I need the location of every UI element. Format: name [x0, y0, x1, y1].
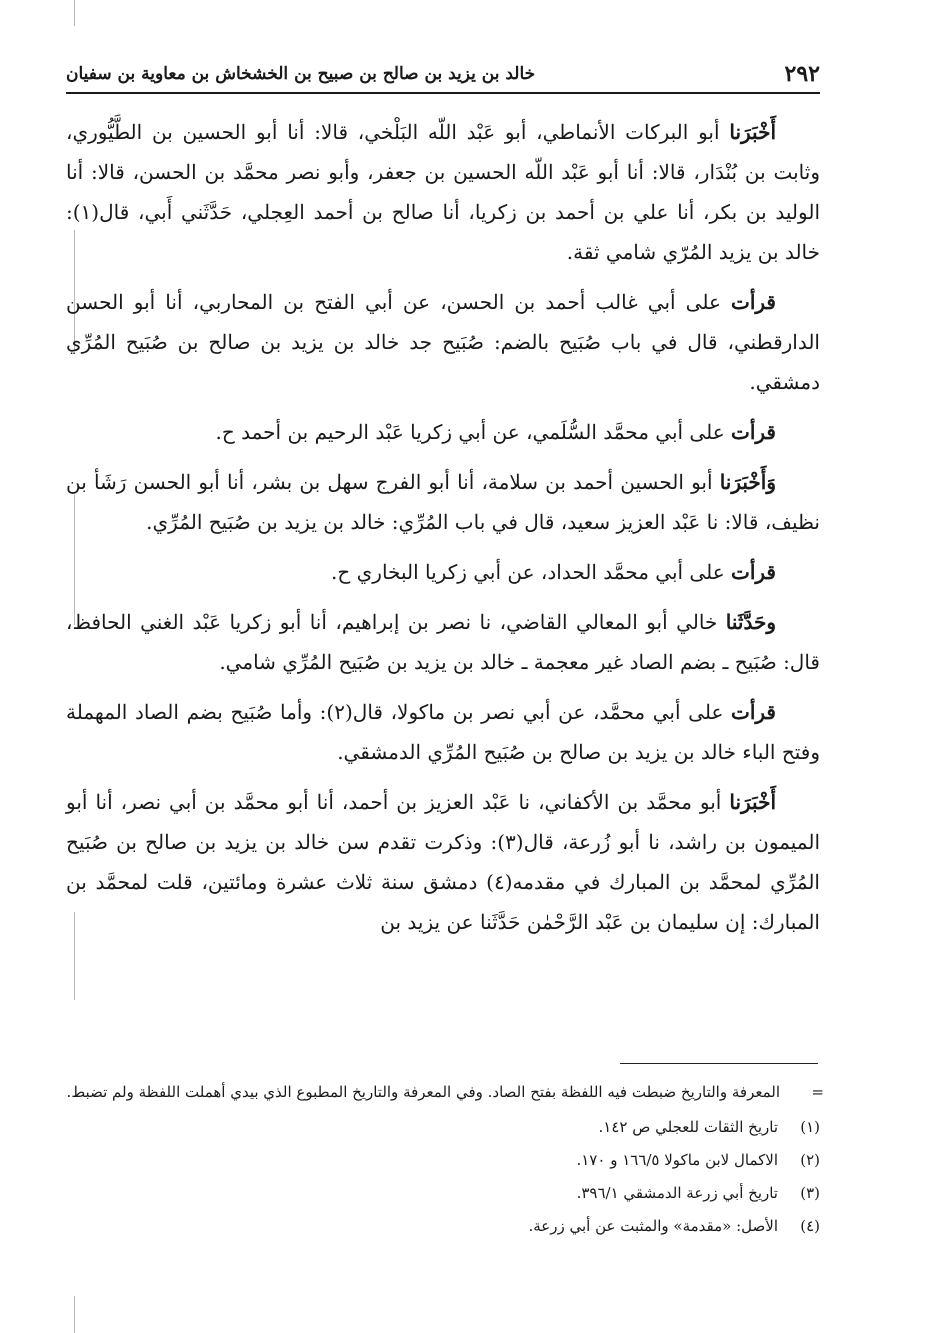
- paragraph: [66, 282, 820, 402]
- footnote-item: [66, 1212, 820, 1241]
- running-title: خالد بن يزيد بن صالح بن صبيح بن الخشخاش بن معاوية بن سفيان: [66, 64, 536, 84]
- footnote-text: تاريخ الثقات للعجلي ص ١٤٢.: [598, 1118, 778, 1136]
- paragraph-keyword: أَخْبَرَنا: [729, 120, 776, 144]
- paragraph-text: أبو محمَّد بن الأكفاني، نا عَبْد العزيز بن أحمد، أنا أبو محمَّد بن أبي نصر، أنا أبو الميمون بن راشد، نا أبو زُرعة، قال(٣): وذكرت تقدم سن خالد بن يزيد بن صالح بن صُبَيح المُرِّي لمحمَّد بن المبارك في مقدمه(٤) دمشق سنة ثلاث عشرة ومائتين، قلت لمحمَّد بن المبارك: إن سليمان بن عَبْد الرَّحْمٰن حَدَّثَنا عن يزيد بن: [66, 790, 820, 934]
- paragraph: [66, 552, 820, 592]
- footnote-text: الأصل: «مقدمة» والمثبت عن أبي زرعة.: [528, 1217, 778, 1235]
- paragraph-keyword: قرأت: [731, 290, 776, 314]
- footnote-item: [66, 1113, 820, 1142]
- paragraph-keyword: أَخْبَرَنا: [729, 790, 776, 814]
- footnote-number: (٣): [800, 1184, 820, 1202]
- paragraph: [66, 112, 820, 272]
- footnote-number: (٤): [800, 1217, 820, 1235]
- paragraph-text: أبو البركات الأنماطي، أبو عَبْد اللّه البَلْخي، قالا: أنا أبو الحسين بن الطَّيُّوري، وثابت بن بُنْدَار، قالا: أنا أبو عَبْد اللّه الحسين بن جعفر، وأبو نصر محمَّد بن الحسن، قالا: أنا الوليد بن بكر، أنا علي بن أحمد بن زكريا، أنا صالح بن أحمد العِجلي، حَدَّثَني أَبي، قال(١): خالد بن يزيد المُرّي شامي ثقة.: [66, 120, 820, 264]
- paragraph-text: على أبي غالب أحمد بن الحسن، عن أبي الفتح بن المحاربي، أنا أبو الحسن الدارقطني، قال في باب صُبَيح بالضم: صُبَيح جد خالد بن يزيد بن صالح بن صُبَيح المُرِّي دمشقي.: [66, 290, 820, 394]
- continuation-marker: =: [811, 1083, 824, 1101]
- paragraph-text: على أبي محمَّد السُّلَمي، عن أبي زكريا عَبْد الرحيم بن أحمد ح.: [215, 420, 732, 444]
- footnote-item: [66, 1146, 820, 1175]
- paragraph-keyword: وَأَخْبَرَنا: [719, 470, 776, 494]
- footnote-continuation-text: المعرفة والتاريخ ضبطت فيه اللفظة بفتح الصاد. وفي المعرفة والتاريخ المطبوع الذي بيدي أهملت اللفظة ولم تضبط.: [66, 1083, 780, 1101]
- paragraph: [66, 462, 820, 542]
- footnote-continuation: [66, 1078, 824, 1107]
- footnote-item: [66, 1179, 820, 1208]
- paragraph-keyword: وحَدَّثَنا: [725, 610, 776, 634]
- footnote-number: (٢): [800, 1151, 820, 1169]
- paragraph-text: أبو الحسين أحمد بن سلامة، أنا أبو الفرج سهل بن بشر، أنا أبو الحسن رَشَأ بن نظيف، قالا: نا عَبْد العزيز سعيد، قال في باب المُرِّي: خالد بن يزيد بن صُبَيح المُرِّي.: [66, 470, 820, 534]
- page-number: ٢٩٢: [784, 61, 820, 87]
- paragraph-text: على أبي محمَّد الحداد، عن أبي زكريا البخاري ح.: [331, 560, 732, 584]
- gutter-line-top: [74, 0, 75, 26]
- footnote-text: الاكمال لابن ماكولا ١٦٦/٥ و ١٧٠.: [576, 1151, 778, 1169]
- paragraph-keyword: قرأت: [731, 700, 776, 724]
- paragraph: [66, 412, 820, 452]
- footnote-text: تاريخ أبي زرعة الدمشقي ٣٩٦/١.: [576, 1184, 778, 1202]
- footnote-number: (١): [800, 1118, 820, 1136]
- paragraph-text: على أبي محمَّد، عن أبي نصر بن ماكولا، قال(٢): وأما صُبَيح بضم الصاد المهملة وفتح الباء خالد بن يزيد بن صالح بن صُبَيح المُرِّي الدمشقي.: [66, 700, 820, 764]
- paragraph: [66, 602, 820, 682]
- paragraph-text: خالي أبو المعالي القاضي، نا نصر بن إبراهيم، أنا أبو زكريا عَبْد الغني الحافظ، قال: صُبَيح ـ بضم الصاد غير معجمة ـ خالد بن يزيد بن صُبَيح المُرِّي شامي.: [66, 610, 820, 674]
- main-text: [66, 112, 820, 952]
- paragraph-keyword: قرأت: [731, 560, 776, 584]
- paragraph: [66, 782, 820, 942]
- paragraph: [66, 692, 820, 772]
- page-header: [66, 58, 820, 94]
- footnotes: [66, 1078, 824, 1245]
- footnote-separator: [620, 1063, 818, 1064]
- paragraph-keyword: قرأت: [731, 420, 776, 444]
- gutter-line-bottom: [74, 1296, 75, 1333]
